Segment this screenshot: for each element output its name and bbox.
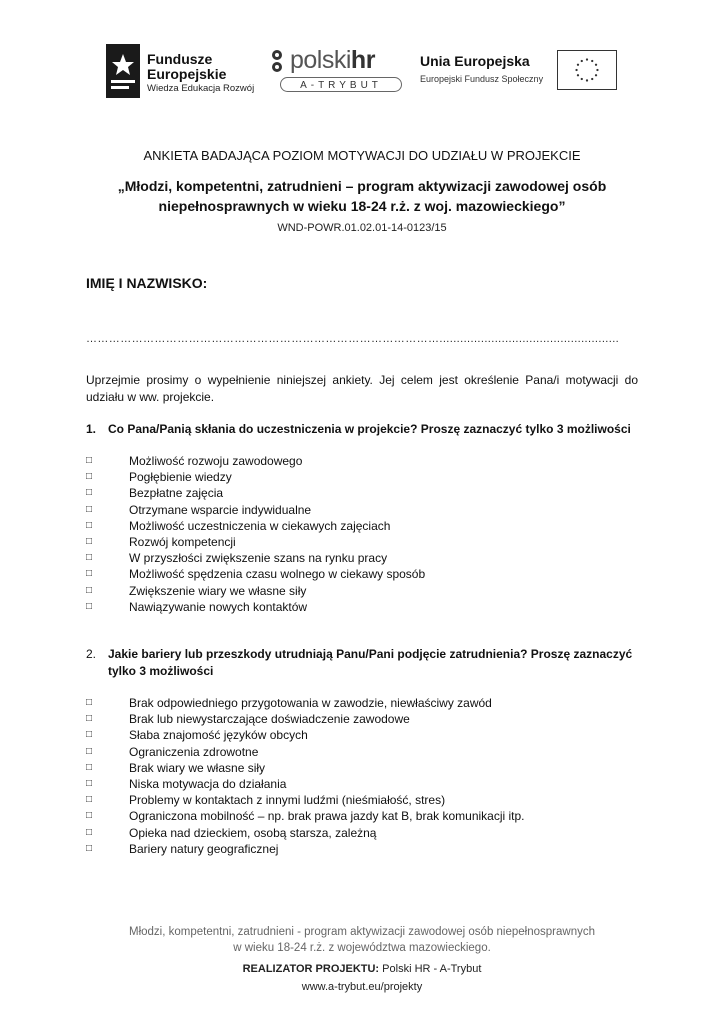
option-item[interactable] bbox=[86, 695, 646, 711]
option-item[interactable] bbox=[86, 534, 646, 550]
polskihr-wordmark: polskihr bbox=[290, 46, 375, 74]
checkbox[interactable]: □ bbox=[86, 826, 93, 838]
option-label: Nawiązywanie nowych kontaktów bbox=[129, 599, 308, 614]
option-label: Możliwość rozwoju zawodowego bbox=[129, 454, 303, 468]
option-item[interactable] bbox=[86, 808, 646, 824]
name-field-line[interactable]: ………………………………………………………………………………….................................................... bbox=[86, 333, 620, 345]
question-2-options bbox=[86, 695, 646, 857]
option-label: Słaba znajomość języków obcych bbox=[129, 728, 308, 743]
option-item[interactable] bbox=[86, 760, 646, 776]
footer-project-name bbox=[60, 924, 664, 956]
option-label: Otrzymane wsparcie indywidualne bbox=[129, 502, 312, 517]
option-label: Bariery natury geograficznej bbox=[129, 841, 279, 856]
checkbox[interactable]: □ bbox=[86, 697, 93, 708]
option-item[interactable] bbox=[86, 566, 646, 582]
footer-realizer-name: Polski HR - A-Trybut bbox=[379, 963, 482, 975]
footer-realizer-label: REALIZATOR PROJEKTU: bbox=[242, 963, 380, 975]
option-item[interactable] bbox=[86, 711, 646, 727]
option-label: Brak wiary we własne siły bbox=[129, 760, 266, 775]
option-item[interactable] bbox=[86, 727, 646, 743]
question-1-options bbox=[86, 453, 646, 615]
fe-logo-line2: Europejskie bbox=[147, 66, 227, 82]
question-1 bbox=[86, 421, 638, 438]
option-label: Pogłębienie wiedzy bbox=[129, 470, 232, 485]
intro-paragraph: Uprzejmie prosimy o wypełnienie niniejszej ankiety. Jej celem jest określenie Pana/i motywacji do udziału w ww. projekcie. bbox=[86, 373, 638, 404]
checkbox[interactable]: □ bbox=[86, 568, 93, 580]
option-item[interactable] bbox=[86, 744, 646, 760]
checkbox[interactable]: □ bbox=[86, 471, 93, 483]
option-item[interactable] bbox=[86, 550, 646, 566]
option-label: W przyszłości zwiększenie szans na rynku pracy bbox=[129, 551, 388, 566]
name-label: IMIĘ I NAZWISKO: bbox=[86, 275, 208, 291]
option-item[interactable] bbox=[86, 485, 646, 501]
option-item[interactable] bbox=[86, 453, 646, 469]
option-item[interactable] bbox=[86, 776, 646, 792]
option-label: Opieka nad dzieckiem, osobą starsza, zależną bbox=[129, 825, 377, 840]
survey-title: ANKIETA BADAJĄCA POZIOM MOTYWACJI DO UDZIAŁU W PROJEKCIE bbox=[143, 148, 581, 163]
option-label: Brak odpowiedniego przygotowania w zawodzie, niewłaściwy zawód bbox=[129, 696, 492, 710]
fe-star-mark-icon bbox=[106, 44, 140, 98]
ue-logo-text bbox=[420, 53, 560, 84]
checkbox[interactable]: □ bbox=[86, 713, 93, 725]
option-label: Brak lub niewystarczające doświadczenie zawodowe bbox=[129, 712, 410, 727]
footer-line1: Młodzi, kompetentni, zatrudnieni - program aktywizacji zawodowej osób niepełnosprawnych bbox=[129, 926, 595, 938]
option-label: Ograniczenia zdrowotne bbox=[129, 744, 259, 759]
checkbox[interactable]: □ bbox=[86, 761, 93, 773]
option-item[interactable] bbox=[86, 583, 646, 599]
question-2-number: 2. bbox=[86, 647, 97, 661]
checkbox[interactable]: □ bbox=[86, 777, 93, 789]
polskihr-logo bbox=[266, 46, 406, 96]
fundusze-europejskie-logo bbox=[106, 42, 256, 102]
option-item[interactable] bbox=[86, 502, 646, 518]
fe-logo-line3: Wiedza Edukacja Rozwój bbox=[147, 83, 255, 94]
checkbox[interactable]: □ bbox=[86, 535, 93, 547]
question-1-text: Co Pana/Panią skłania do uczestniczenia w projekcie? Proszę zaznaczyć tylko 3 możliwości bbox=[108, 422, 631, 436]
project-title: „Młodzi, kompetentni, zatrudnieni – program aktywizacji zawodowej osób niepełnosprawnych w wieku 18-24 r.ż. z woj. mazowieckiego” bbox=[117, 178, 607, 214]
footer-realizer bbox=[60, 963, 664, 975]
option-label: Rozwój kompetencji bbox=[129, 534, 236, 549]
polskihr-swirl-icon bbox=[266, 48, 288, 74]
option-item[interactable] bbox=[86, 841, 646, 857]
checkbox[interactable]: □ bbox=[86, 519, 93, 531]
checkbox[interactable]: □ bbox=[86, 745, 93, 757]
option-label: Problemy w kontaktach z innymi ludźmi (nieśmiałość, stres) bbox=[129, 793, 446, 808]
question-1-number: 1. bbox=[86, 422, 97, 436]
option-label: Możliwość uczestniczenia w ciekawych zajęciach bbox=[129, 518, 391, 533]
polskihr-tagline: A-TRYBUT bbox=[280, 77, 402, 92]
question-2 bbox=[86, 646, 638, 680]
option-label: Niska motywacja do działania bbox=[129, 776, 287, 791]
footer-website-link[interactable]: www.a-trybut.eu/projekty bbox=[301, 981, 423, 993]
option-item[interactable] bbox=[86, 469, 646, 485]
option-item[interactable] bbox=[86, 599, 646, 615]
option-item[interactable] bbox=[86, 518, 646, 534]
option-label: Zwiększenie wiary we własne siły bbox=[129, 583, 307, 598]
checkbox[interactable]: □ bbox=[86, 455, 93, 466]
ue-logo-line2: Europejski Fundusz Społeczny bbox=[420, 74, 544, 84]
ue-logo-line1: Unia Europejska bbox=[420, 53, 530, 69]
checkbox[interactable]: □ bbox=[86, 842, 93, 854]
question-2-text: Jakie bariery lub przeszkody utrudniają Panu/Pani podjęcie zatrudnienia? Proszę zaznaczyć tylko 3 możliwości bbox=[108, 647, 633, 678]
option-label: Bezpłatne zajęcia bbox=[129, 486, 224, 501]
project-code: WND-POWR.01.02.01-14-0123/15 bbox=[277, 222, 447, 234]
option-label: Możliwość spędzenia czasu wolnego w ciekawy sposób bbox=[129, 567, 426, 582]
checkbox[interactable]: □ bbox=[86, 503, 93, 515]
eu-flag-icon bbox=[557, 50, 617, 90]
checkbox[interactable]: □ bbox=[86, 810, 93, 822]
checkbox[interactable]: □ bbox=[86, 729, 93, 741]
option-item[interactable] bbox=[86, 792, 646, 808]
option-item[interactable] bbox=[86, 825, 646, 841]
footer-line2: w wieku 18-24 r.ż. z województwa mazowieckiego. bbox=[233, 942, 491, 954]
checkbox[interactable]: □ bbox=[86, 552, 93, 564]
fe-logo-line1: Fundusze bbox=[147, 51, 213, 67]
checkbox[interactable]: □ bbox=[86, 584, 93, 596]
checkbox[interactable]: □ bbox=[86, 794, 93, 806]
checkbox[interactable]: □ bbox=[86, 487, 93, 499]
header-logos bbox=[0, 38, 724, 108]
option-label: Ograniczona mobilność – np. brak prawa jazdy kat B, brak komunikacji itp. bbox=[129, 809, 525, 824]
checkbox[interactable]: □ bbox=[86, 600, 93, 612]
